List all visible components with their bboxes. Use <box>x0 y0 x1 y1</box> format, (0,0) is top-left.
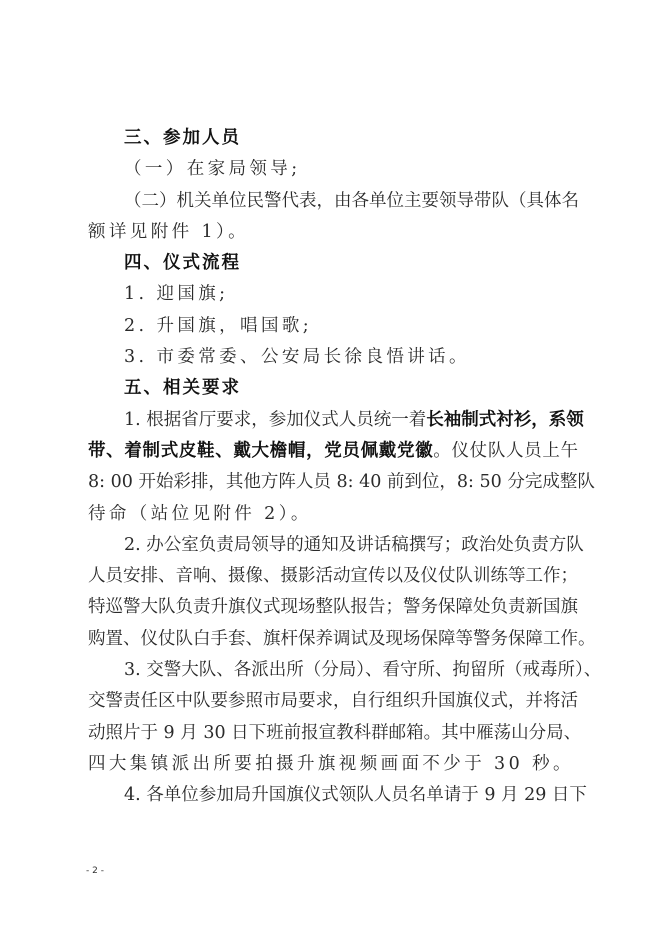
section-heading-participants: 三、参加人员 <box>124 128 241 148</box>
requirement-2-line-1: 2. 办公室负责局领导的通知及讲话稿撰写；政治处负责方队 <box>124 534 584 555</box>
requirement-1-line-1 <box>88 405 584 436</box>
participant-item-2: （二）机关单位民警代表，由各单位主要领导带队（具体名 <box>124 190 579 211</box>
requirement-1-line-3: 8: 00 开始彩排，其他方阵人员 8: 40 前到位，8: 50 分完成整队 <box>88 472 595 493</box>
requirement-1-text-cont: 。仪仗队人员上午 <box>433 440 579 461</box>
requirement-4-line-1: 4. 各单位参加局升国旗仪式领队人员名单请于 9 月 29 日下 <box>124 785 587 806</box>
participant-item-2-cont: 额详见附件 1）。 <box>88 221 250 242</box>
requirement-3-line-2: 交警责任区中队要参照市局要求，自行组织升国旗仪式，并将活 <box>88 691 578 712</box>
requirement-3-line-1: 3. 交警大队、各派出所（分局）、看守所、拘留所（戒毒所）、 <box>124 660 602 681</box>
page-number: - 2 - <box>86 866 104 876</box>
requirement-2-line-2: 人员安排、音响、摄像、摄影活动宣传以及仪仗队训练等工作； <box>88 566 578 587</box>
requirement-1-line-2 <box>88 436 578 467</box>
section-heading-requirements: 五、相关要求 <box>124 378 241 399</box>
participant-item-1: （一）在家局领导; <box>124 159 301 180</box>
requirement-1-emphasis: 长袖制式衬衫，系领 <box>426 409 584 430</box>
requirement-1-text: 1. 根据省厅要求，参加仪式人员统一着 <box>124 409 427 430</box>
procedure-step-2: 2. 升国旗，唱国歌; <box>124 315 313 336</box>
requirement-1-line-4: 待命（站位见附件 2）。 <box>88 503 312 524</box>
procedure-step-3: 3. 市委常委、公安局长徐良悟讲话。 <box>124 347 470 368</box>
requirement-1-emphasis-cont: 带、着制式皮鞋、戴大檐帽，党员佩戴党徽 <box>88 440 434 461</box>
requirement-2-line-4: 购置、仪仗队白手套、旗杆保养调试及现场保障等警务保障工作。 <box>88 628 596 649</box>
section-heading-procedure: 四、仪式流程 <box>124 253 241 274</box>
document-body <box>88 123 602 812</box>
procedure-step-1: 1. 迎国旗; <box>124 284 229 305</box>
requirement-2-line-3: 特巡警大队负责升旗仪式现场整队报告；警务保障处负责新国旗 <box>88 597 578 618</box>
requirement-3-line-4: 四大集镇派出所要拍摄升旗视频画面不少于 30 秒。 <box>88 753 574 774</box>
requirement-3-line-3: 动照片于 9 月 30 日下班前报宣教科群邮箱。其中雁荡山分局、 <box>88 722 582 743</box>
